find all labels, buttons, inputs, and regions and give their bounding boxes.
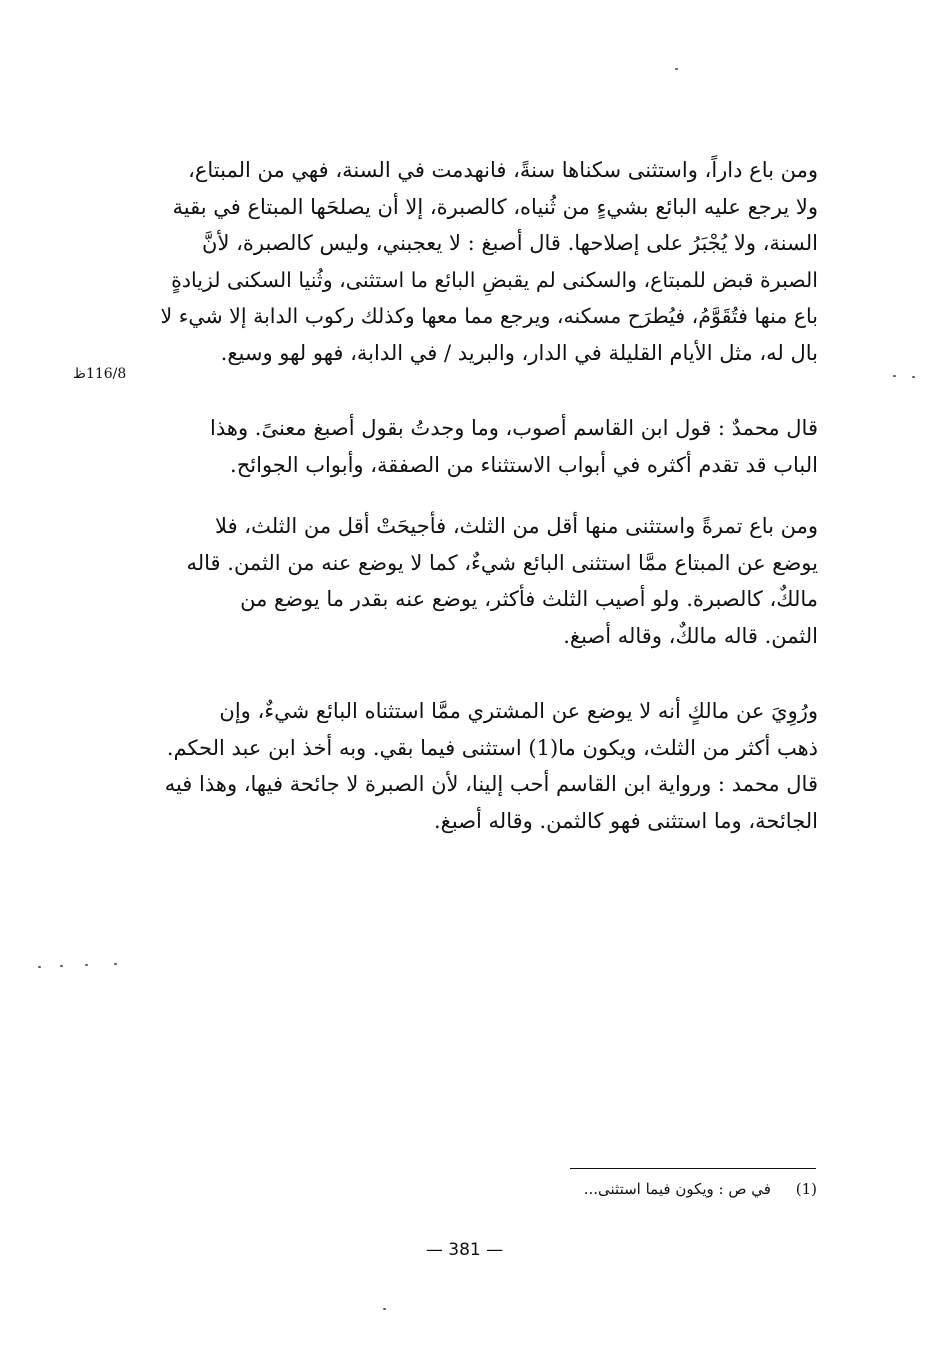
footnote-divider [570, 1168, 816, 1169]
text-line: قال محمدٌ : قول ابن القاسم أصوب، وما وجدتُ بقول أصبغ معنىً. وهذا [210, 416, 818, 440]
text-line: الثمن. قاله مالكٌ، وقاله أصبغ. [563, 623, 818, 648]
paragraph-2 [158, 410, 818, 483]
text-line: ولا يرجع عليه البائع بشيءٍ من ثُنياه، كالصبرة، إلا أن يصلحَها المبتاع في بقية [172, 194, 818, 219]
text-line: بال له، مثل الأيام القليلة في الدار، والبريد / في الدابة، فهو لهو وسيع. [220, 340, 818, 365]
text-line: ومن باع تمرةً واستثنى منها أقل من الثلث، فأجيحَتْ أقل من الثلث، فلا [215, 514, 818, 538]
scan-speck [912, 376, 915, 378]
margin-folio-note: 116/8ظ [73, 366, 127, 382]
page-number: — 381 — [425, 1240, 504, 1260]
text-line: السنة، ولا يُجْبَرُ على إصلاحها. قال أصبغ : لا يعجبني، وليس كالصبرة، لأنَّ [202, 231, 818, 255]
paragraph-1 [158, 152, 818, 371]
scan-speck [383, 1308, 386, 1310]
scan-speck [85, 964, 88, 966]
text-line: الجائحة، وما استثنى فهو كالثمن. وقاله أصبغ. [434, 808, 818, 833]
text-line: يوضع عن المبتاع ممَّا استثنى البائع شيءٌ، كما لا يوضع عنه من الثمن. قاله [186, 550, 818, 575]
text-line: ورُوِيَ عن مالكٍ أنه لا يوضع عن المشتري ممَّا استثناه البائع شيءٌ، وإن [219, 699, 818, 723]
scan-speck [893, 375, 896, 377]
text-line: ذهب أكثر من الثلث، ويكون ما(1) استثنى فيما بقي. وبه أخذ ابن عبد الحكم. [166, 735, 818, 760]
paragraph-3 [158, 508, 818, 654]
scan-speck [675, 68, 678, 70]
text-line: مالكٌ، كالصبرة. ولو أصيب الثلث فأكثر، يوضع عنه بقدر ما يوضع من [240, 587, 818, 611]
text-line: ومن باع داراً، واستثنى سكناها سنةً، فانهدمت في السنة، فهي من المبتاع، [188, 158, 818, 182]
text-line: الباب قد تقدم أكثره في أبواب الاستثناء من الصفقة، وأبواب الجوائح. [230, 452, 818, 477]
footnote-number: (1) [795, 1180, 817, 1198]
footnote [584, 1180, 817, 1198]
footnote-text: في ص : ويكون فيما استثنى... [583, 1180, 771, 1198]
scan-speck [60, 965, 63, 967]
text-line: الصبرة قبض للمبتاع، والسكنى لم يقبضِ البائع ما استثنى، وثُنيا السكنى لزيادةٍ [171, 267, 818, 292]
text-line: قال محمد : ورواية ابن القاسم أحب إلينا، لأن الصبرة لا جائحة فيها، وهذا فيه [164, 772, 818, 796]
text-line: باع منها فتُقَوَّمُ، فيُطرَح مسكنه، ويرجع مما معها وكذلك ركوب الدابة إلا شيء لا [160, 304, 818, 328]
scan-speck [38, 966, 41, 968]
paragraph-4 [158, 693, 818, 839]
scan-speck [114, 963, 117, 965]
